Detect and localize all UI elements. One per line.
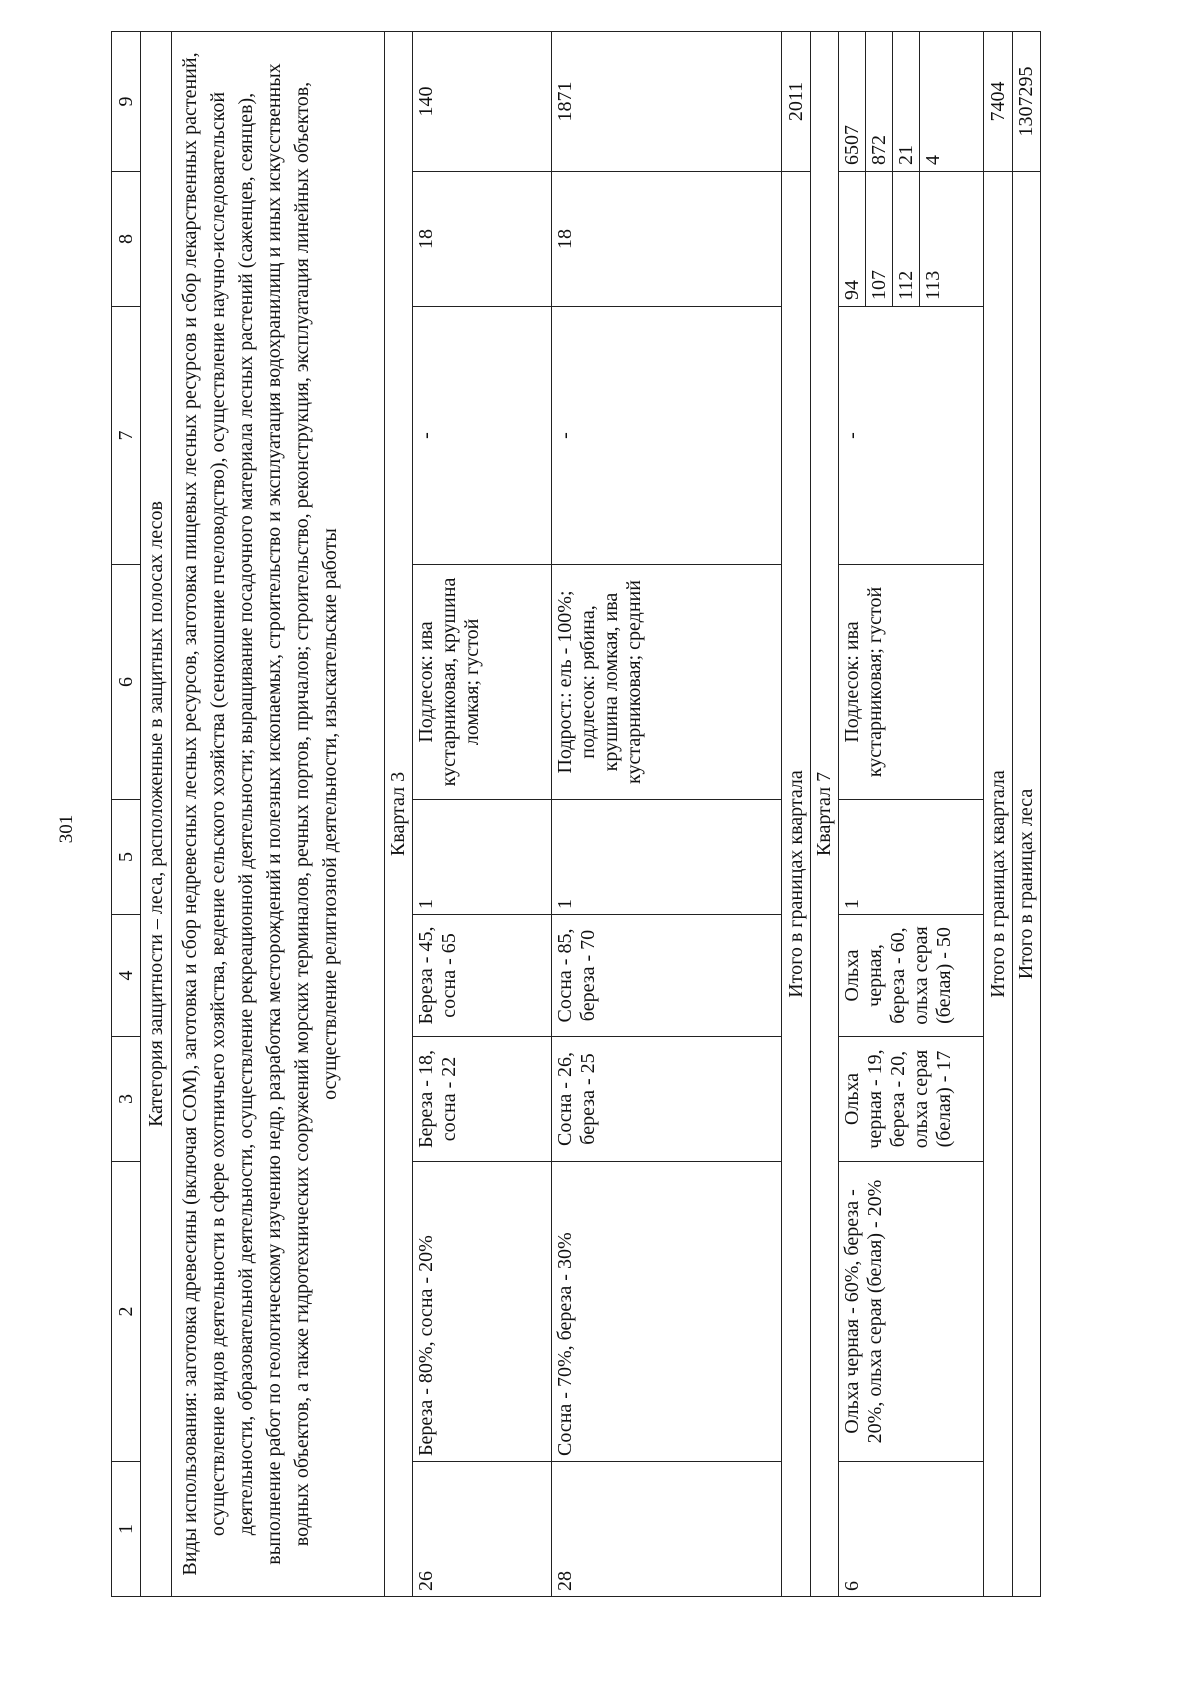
quarter-7-row [810, 32, 838, 1597]
col-header-3: 3 [112, 1037, 141, 1162]
cell-age: Береза - 18, сосна - 22 [412, 1037, 551, 1162]
quarter-7-total-label: Итого в границах квартала [984, 172, 1012, 1597]
col8-subcell: 107 [866, 172, 893, 306]
cell-class: 1 [552, 800, 782, 915]
page-number: 301 [56, 814, 77, 844]
cell-col9 [838, 32, 984, 172]
quarter-3-total-row [782, 32, 810, 1597]
table-row [552, 32, 782, 1597]
forest-total-value: 1307295 [1012, 32, 1040, 172]
cell-age: Сосна - 26, береза - 25 [552, 1037, 782, 1162]
col-header-4: 4 [112, 915, 141, 1037]
cell-composition: Ольха черная - 60%, береза - 20%, ольха серая (белая) - 20% [838, 1162, 984, 1462]
col-header-6: 6 [112, 565, 141, 800]
col8-subcells [839, 172, 946, 306]
protection-category: Категория защитности – леса, расположенные в защитных полосах лесов [141, 32, 171, 1597]
usage-types: Виды использования: заготовка древесины (включая СОМ), заготовка и сбор недревесных лесных ресурсов, заготовка пищевых лесных ресурсов и сбор лекарственных растений, осуществление видов деятельности в сфере охотничьего хозяйства, ведение сельского хозяйства (сенокошение пчеловодство), осуществление научно-исследовательской деятельности, образовательной деятельности, осуществление рекреационной деятельности; выращивание посадочного материала лесных растений (саженцев, сеянцев), выполнение работ по геологическому изучению недр, разработка месторождений и полезных ископаемых, строительство и эксплуатация водохранилищ и иных искусственных водных объектов, а также гидротехнических сооружений морских терминалов, речных портов, причалов; строительство, реконструкция, эксплуатация линейных объектов, осуществление религиозной деятельности, изыскательские работы [171, 32, 384, 1597]
rotated-table-container [111, 32, 1041, 1597]
col9-subcell: 4 [921, 155, 944, 165]
cell-col8 [838, 172, 984, 307]
uses-row [171, 32, 384, 1597]
cell-col9: 1871 [552, 32, 782, 172]
cell-col7: - [552, 307, 782, 565]
cell-col7: - [838, 307, 984, 565]
cell-height: Ольха черная, береза - 60, ольха серая (белая) - 50 [838, 915, 984, 1037]
col-header-5: 5 [112, 800, 141, 915]
category-row [141, 32, 171, 1597]
forest-total-row [1012, 32, 1040, 1597]
cell-height: Береза - 45, сосна - 65 [412, 915, 551, 1037]
cell-height: Сосна - 85, береза - 70 [552, 915, 782, 1037]
col9-subcells [839, 32, 946, 171]
col-header-9: 9 [112, 32, 141, 172]
cell-col8: 18 [552, 172, 782, 307]
col9-subcell: 872 [866, 32, 893, 171]
quarter-7-total-value: 7404 [984, 32, 1012, 172]
cell-composition: Береза - 80%, сосна - 20% [412, 1162, 551, 1462]
column-numbers-row [112, 32, 141, 1597]
cell-col7: - [412, 307, 551, 565]
table-row [412, 32, 551, 1597]
col-header-1: 1 [112, 1462, 141, 1597]
cell-undergrowth: Подлесок: ива кустарниковая, крушина ломкая; густой [412, 565, 551, 800]
forest-total-label: Итого в границах леса [1012, 172, 1040, 1597]
col-header-8: 8 [112, 172, 141, 307]
quarter-7-label: Квартал 7 [810, 32, 838, 1597]
quarter-3-total-label: Итого в границах квартала [782, 172, 810, 1597]
quarter-3-row [384, 32, 412, 1597]
table-row [838, 32, 984, 1597]
cell-col9: 140 [412, 32, 551, 172]
quarter-3-label: Квартал 3 [384, 32, 412, 1597]
cell-undergrowth: Подрост.: ель - 100%; подлесок: рябина, крушина ломкая, ива кустарниковая; средний [552, 565, 782, 800]
quarter-3-total-value: 2011 [782, 32, 810, 172]
col-header-2: 2 [112, 1162, 141, 1462]
cell-composition: Сосна - 70%, береза - 30% [552, 1162, 782, 1462]
col8-subcell: 112 [893, 172, 920, 306]
col8-subcell: 94 [839, 172, 866, 306]
cell-class: 1 [838, 800, 984, 915]
cell-col8: 18 [412, 172, 551, 307]
cell-age: Ольха черная - 19, береза - 20, ольха серая (белая) - 17 [838, 1037, 984, 1162]
col9-subcell: 6507 [839, 32, 866, 171]
cell-plot: 6 [838, 1462, 984, 1597]
col9-subcell: 21 [893, 32, 920, 171]
col8-subcell: 113 [921, 270, 944, 300]
forest-table [111, 31, 1041, 1597]
cell-plot: 28 [552, 1462, 782, 1597]
col-header-7: 7 [112, 307, 141, 565]
cell-class: 1 [412, 800, 551, 915]
quarter-7-total-row [984, 32, 1012, 1597]
cell-undergrowth: Подлесок: ива кустарниковая; густой [838, 565, 984, 800]
cell-plot: 26 [412, 1462, 551, 1597]
